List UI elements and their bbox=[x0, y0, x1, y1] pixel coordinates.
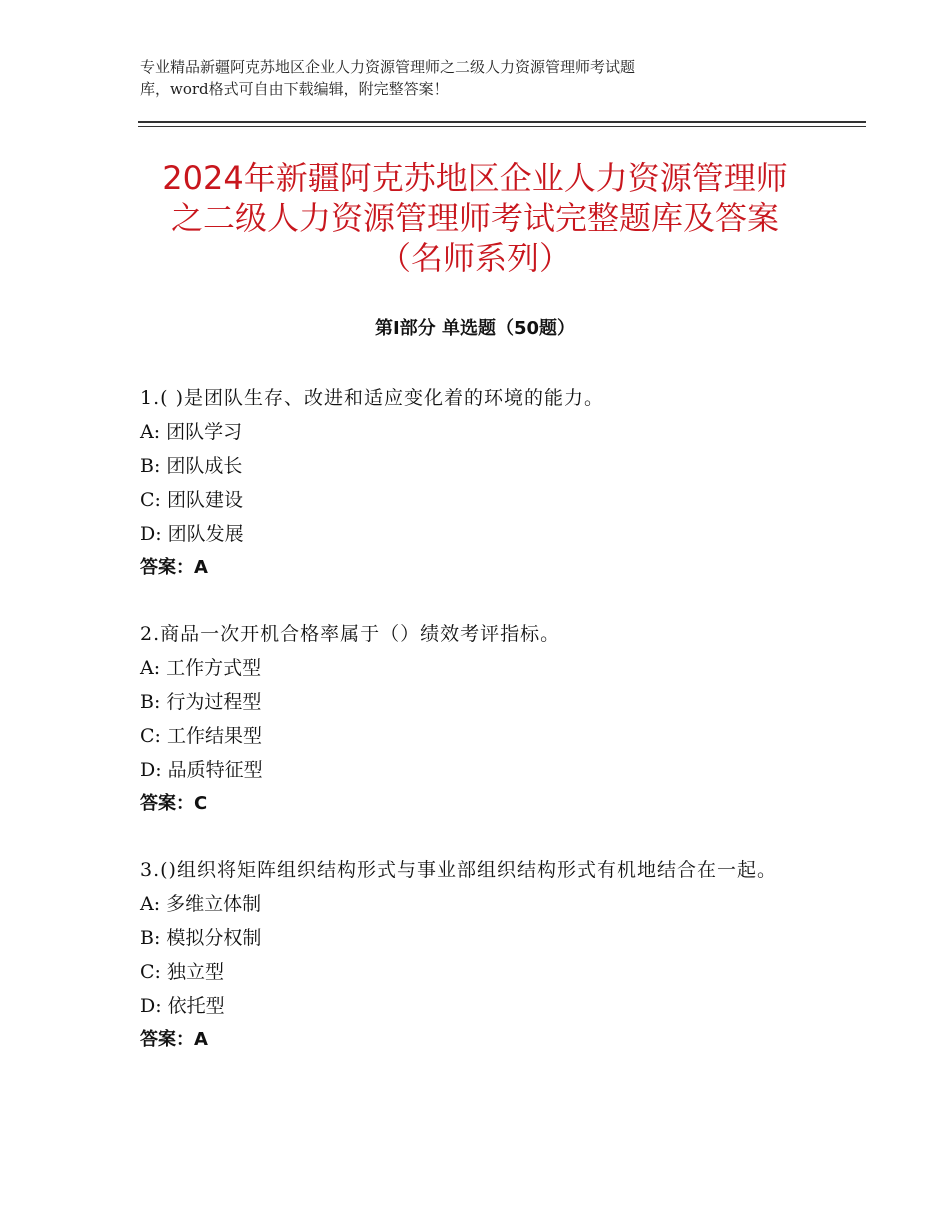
question-stem: 2.商品一次开机合格率属于（）绩效考评指标。 bbox=[140, 623, 561, 645]
question-stem: 1.( )是团队生存、改进和适应变化着的环境的能力。 bbox=[140, 387, 604, 409]
option-c: C: 工作结果型 bbox=[140, 725, 262, 747]
option-d: D: 团队发展 bbox=[140, 523, 244, 545]
answer-line: 答案：A bbox=[140, 557, 208, 578]
answer-line: 答案：C bbox=[140, 793, 208, 814]
option-b: B: 团队成长 bbox=[140, 455, 243, 477]
option-c: C: 团队建设 bbox=[140, 489, 243, 511]
option-d: D: 品质特征型 bbox=[140, 759, 263, 781]
header-divider-thin bbox=[138, 126, 866, 127]
title-line-3: （名师系列） bbox=[378, 239, 571, 277]
option-b: B: 行为过程型 bbox=[140, 691, 262, 713]
answer-line: 答案：A bbox=[140, 1029, 208, 1050]
title-line-2: 之二级人力资源管理师考试完整题库及答案 bbox=[170, 199, 779, 237]
option-c: C: 独立型 bbox=[140, 961, 224, 983]
header-divider-thick bbox=[138, 121, 866, 123]
header-note bbox=[140, 56, 780, 100]
question-item bbox=[140, 854, 810, 1057]
title-line-1: 2024年新疆阿克苏地区企业人力资源管理师 bbox=[162, 159, 788, 197]
option-a: A: 工作方式型 bbox=[140, 657, 262, 679]
section-heading: 第Ⅰ部分 单选题（50题） bbox=[374, 318, 575, 339]
question-stem: 3.()组织将矩阵组织结构形式与事业部组织结构形式有机地结合在一起。 bbox=[140, 859, 777, 881]
option-a: A: 团队学习 bbox=[140, 421, 243, 443]
question-item bbox=[140, 382, 810, 585]
header-note-line-1: 专业精品新疆阿克苏地区企业人力资源管理师之二级人力资源管理师考试题 bbox=[140, 58, 636, 76]
document-title bbox=[100, 158, 850, 278]
question-item bbox=[140, 618, 810, 821]
option-d: D: 依托型 bbox=[140, 995, 225, 1017]
question-list bbox=[140, 382, 810, 1090]
option-b: B: 模拟分权制 bbox=[140, 927, 262, 949]
option-a: A: 多维立体制 bbox=[140, 893, 262, 915]
header-note-line-2: 库，word格式可自由下载编辑，附完整答案！ bbox=[140, 80, 449, 98]
